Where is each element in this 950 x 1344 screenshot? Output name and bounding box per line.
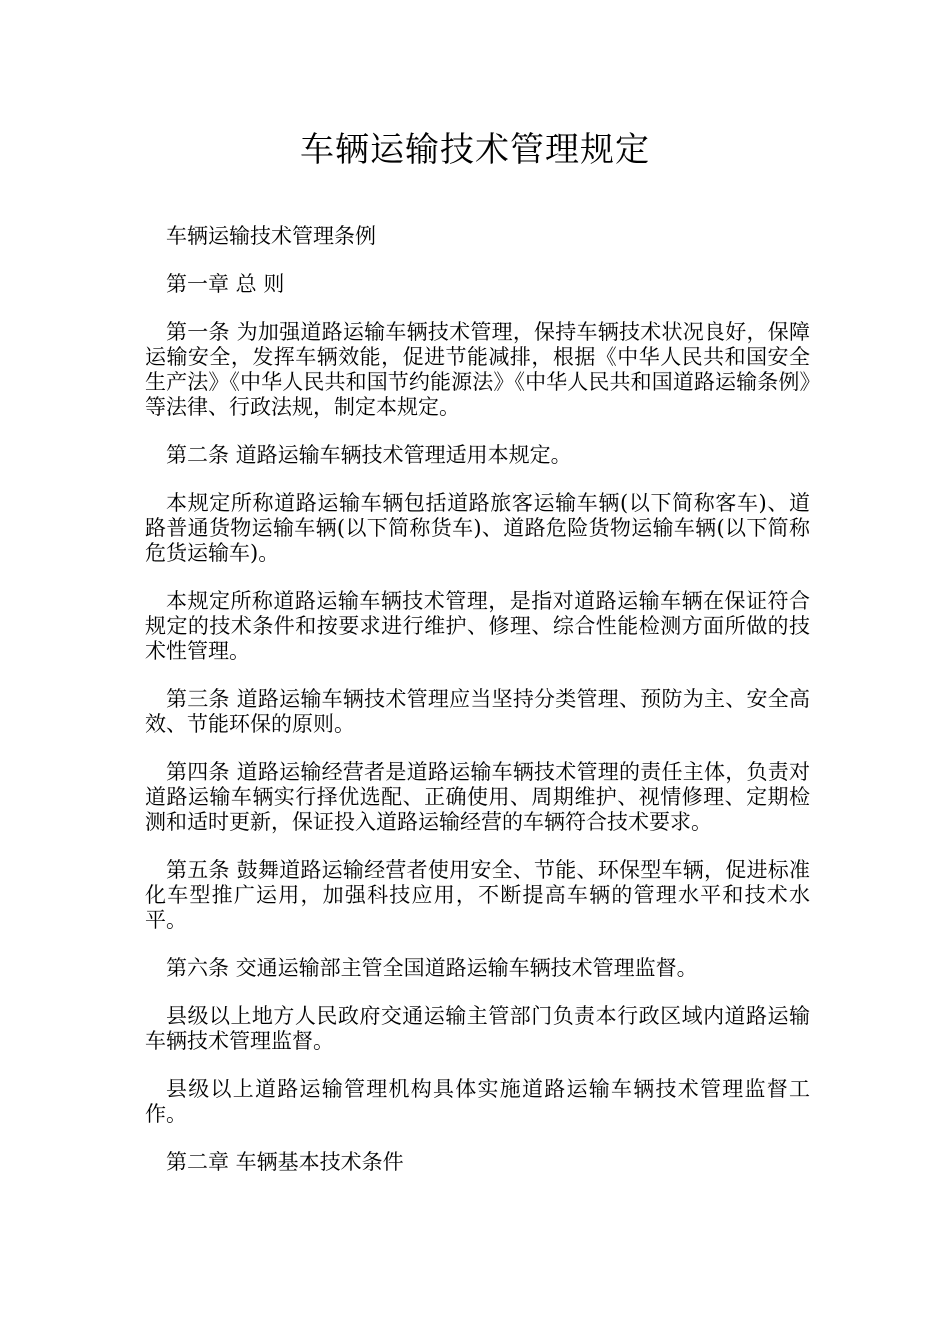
article-paragraph: 第六条 交通运输部主管全国道路运输车辆技术管理监督。 [166,956,698,980]
chapter-heading: 第一章 总 则 [166,272,285,296]
article-paragraph: 第二条 道路运输车辆技术管理适用本规定。 [166,443,572,467]
document-title: 车辆运输技术管理规定 [300,130,650,170]
document-body [145,224,810,1198]
article-paragraph: 第三条 道路运输车辆技术管理应当坚持分类管理、预防为主、安全高效、节能环保的原则。 [145,687,810,736]
body-paragraph: 本规定所称道路运输车辆包括道路旅客运输车辆(以下简称客车)、道路普通货物运输车辆(以下简称货车)、道路危险货物运输车辆(以下简称危货运输车)。 [145,491,810,565]
body-paragraph: 县级以上地方人民政府交通运输主管部门负责本行政区域内道路运输车辆技术管理监督。 [145,1004,810,1053]
subtitle-paragraph: 车辆运输技术管理条例 [166,224,376,248]
article-paragraph: 第一条 为加强道路运输车辆技术管理，保持车辆技术状况良好，保障运输安全，发挥车辆效能，促进节能减排，根据《中华人民共和国安全生产法》《中华人民共和国节约能源法》《中华人民共和国道路运输条例》等法律、行政法规，制定本规定。 [145,320,810,419]
article-paragraph: 第五条 鼓舞道路运输经营者使用安全、节能、环保型车辆，促进标准化车型推广运用，加强科技应用，不断提高车辆的管理水平和技术水平。 [145,858,810,932]
chapter-heading: 第二章 车辆基本技术条件 [166,1150,404,1174]
article-paragraph: 第四条 道路运输经营者是道路运输车辆技术管理的责任主体，负责对道路运输车辆实行择优选配、正确使用、周期维护、视情修理、定期检测和适时更新，保证投入道路运输经营的车辆符合技术要求。 [145,760,810,834]
body-paragraph: 本规定所称道路运输车辆技术管理，是指对道路运输车辆在保证符合规定的技术条件和按要求进行维护、修理、综合性能检测方面所做的技术性管理。 [145,589,810,663]
body-paragraph: 县级以上道路运输管理机构具体实施道路运输车辆技术管理监督工作。 [145,1077,810,1126]
